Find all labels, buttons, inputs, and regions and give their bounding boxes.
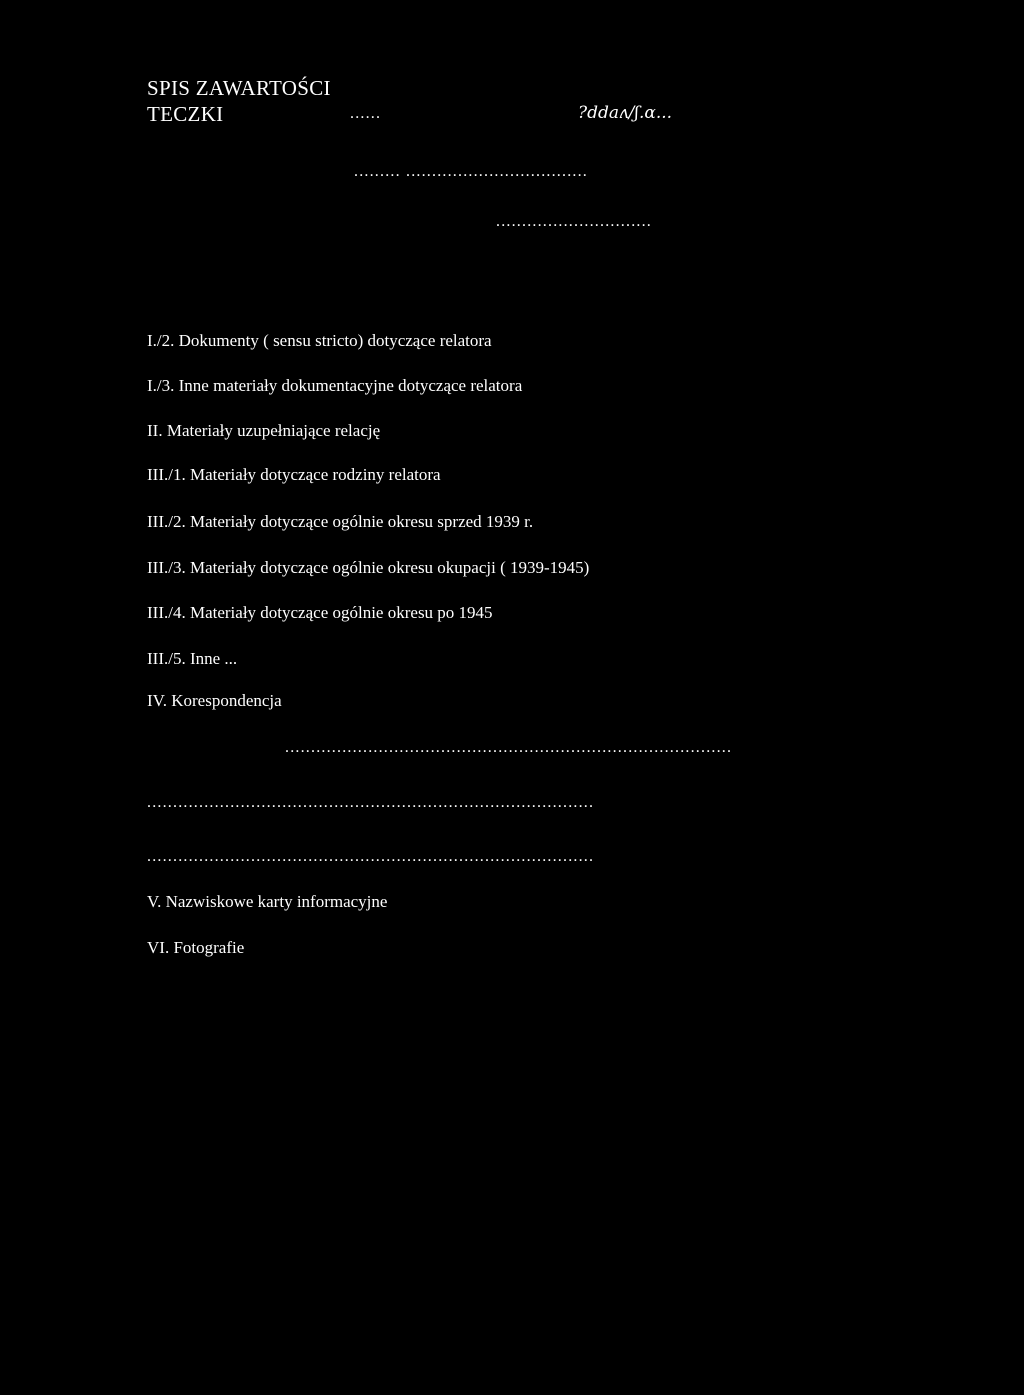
list-item: III./4. Materiały dotyczące ogólnie okresu po 1945 <box>147 603 493 622</box>
list-item: III./1. Materiały dotyczące rodziny relatora <box>147 465 441 484</box>
list-item: VI. Fotografie <box>147 938 245 957</box>
list-item: I./2. Dokumenty ( sensu stricto) dotyczące relatora <box>147 331 492 350</box>
list-item: II. Materiały uzupełniające relację <box>147 421 381 440</box>
folder-dots: ...... <box>350 105 382 122</box>
blank-line-5: ...................................................................................... <box>147 848 595 865</box>
blank-line-4: ...................................................................................... <box>147 794 595 811</box>
blank-line-3: ...................................................................................... <box>285 739 733 756</box>
list-item: I./3. Inne materiały dokumentacyjne dotyczące relatora <box>147 376 523 395</box>
handwritten-name: ?ddaʌ/ʃ.ɑ... <box>578 103 673 123</box>
blank-line-2: .............................. <box>496 213 652 230</box>
list-item: III./5. Inne ... <box>147 649 238 668</box>
list-item: III./2. Materiały dotyczące ogólnie okresu sprzed 1939 r. <box>147 512 534 531</box>
blank-line-1: ......... ................................... <box>354 163 588 180</box>
list-item: V. Nazwiskowe karty informacyjne <box>147 892 388 911</box>
folder-label: TECZKI <box>147 102 224 126</box>
list-item: III./3. Materiały dotyczące ogólnie okresu okupacji ( 1939-1945) <box>147 558 590 577</box>
document-title: SPIS ZAWARTOŚCI <box>147 76 331 100</box>
list-item: IV. Korespondencja <box>147 691 282 710</box>
